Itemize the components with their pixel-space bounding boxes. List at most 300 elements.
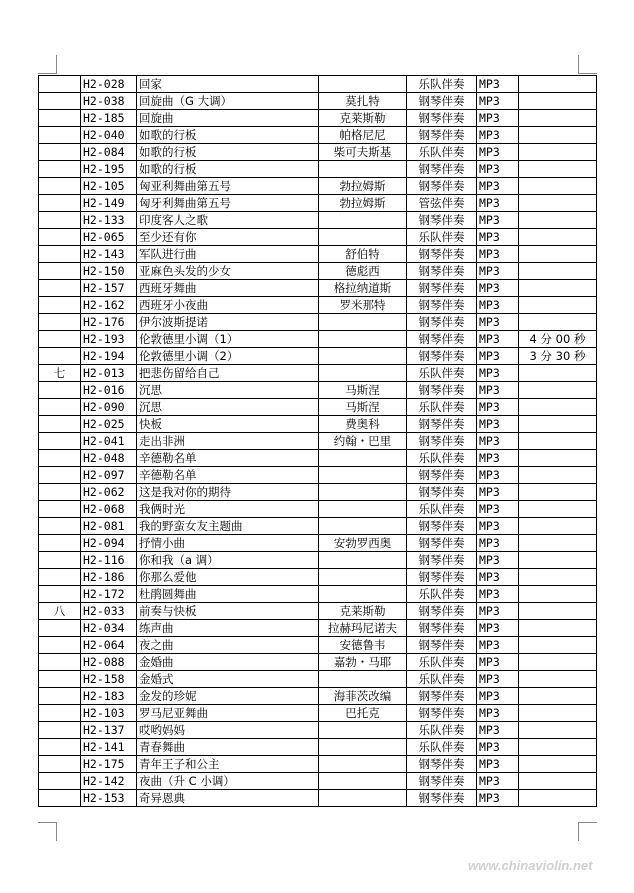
table-row bbox=[39, 637, 597, 654]
accompaniment-cell: 钢琴伴奏 bbox=[407, 484, 477, 501]
composer-cell: 拉赫玛尼诺夫 bbox=[319, 620, 407, 637]
format-cell: MP3 bbox=[477, 671, 519, 688]
format-cell: MP3 bbox=[477, 569, 519, 586]
section-cell bbox=[39, 195, 81, 212]
section-cell bbox=[39, 688, 81, 705]
table-row bbox=[39, 569, 597, 586]
title-cell: 军队进行曲 bbox=[137, 246, 319, 263]
section-cell bbox=[39, 620, 81, 637]
title-cell: 匈亚利舞曲第五号 bbox=[137, 178, 319, 195]
code-cell: H2-062 bbox=[81, 484, 137, 501]
table-row bbox=[39, 195, 597, 212]
title-cell: 杜鹃圆舞曲 bbox=[137, 586, 319, 603]
duration-cell bbox=[519, 280, 597, 297]
table-row bbox=[39, 76, 597, 93]
section-cell bbox=[39, 654, 81, 671]
code-cell: H2-162 bbox=[81, 297, 137, 314]
format-cell: MP3 bbox=[477, 110, 519, 127]
accompaniment-cell: 钢琴伴奏 bbox=[407, 297, 477, 314]
duration-cell bbox=[519, 654, 597, 671]
accompaniment-cell: 钢琴伴奏 bbox=[407, 212, 477, 229]
duration-cell: 4 分 00 秒 bbox=[519, 331, 597, 348]
code-cell: H2-094 bbox=[81, 535, 137, 552]
title-cell: 回旋曲（G 大调） bbox=[137, 93, 319, 110]
table-row bbox=[39, 127, 597, 144]
format-cell: MP3 bbox=[477, 688, 519, 705]
format-cell: MP3 bbox=[477, 246, 519, 263]
composer-cell bbox=[319, 586, 407, 603]
composer-cell bbox=[319, 671, 407, 688]
accompaniment-cell: 钢琴伴奏 bbox=[407, 246, 477, 263]
section-cell bbox=[39, 416, 81, 433]
code-cell: H2-172 bbox=[81, 586, 137, 603]
code-cell: H2-033 bbox=[81, 603, 137, 620]
code-cell: H2-065 bbox=[81, 229, 137, 246]
code-cell: H2-185 bbox=[81, 110, 137, 127]
composer-cell: 莫扎特 bbox=[319, 93, 407, 110]
composer-cell bbox=[319, 331, 407, 348]
composer-cell bbox=[319, 229, 407, 246]
table-body bbox=[39, 76, 597, 807]
title-cell: 印度客人之歌 bbox=[137, 212, 319, 229]
table-row bbox=[39, 110, 597, 127]
section-cell bbox=[39, 382, 81, 399]
code-cell: H2-195 bbox=[81, 161, 137, 178]
composer-cell: 罗米那特 bbox=[319, 297, 407, 314]
section-cell bbox=[39, 127, 81, 144]
format-cell: MP3 bbox=[477, 314, 519, 331]
table-row bbox=[39, 178, 597, 195]
table-row bbox=[39, 501, 597, 518]
composer-cell bbox=[319, 212, 407, 229]
table-row bbox=[39, 620, 597, 637]
composer-cell: 柴可夫斯基 bbox=[319, 144, 407, 161]
section-cell bbox=[39, 450, 81, 467]
section-cell bbox=[39, 263, 81, 280]
section-cell bbox=[39, 314, 81, 331]
format-cell: MP3 bbox=[477, 620, 519, 637]
composer-cell: 马斯涅 bbox=[319, 382, 407, 399]
code-cell: H2-016 bbox=[81, 382, 137, 399]
table-row bbox=[39, 297, 597, 314]
code-cell: H2-158 bbox=[81, 671, 137, 688]
code-cell: H2-157 bbox=[81, 280, 137, 297]
section-cell bbox=[39, 586, 81, 603]
code-cell: H2-090 bbox=[81, 399, 137, 416]
format-cell: MP3 bbox=[477, 722, 519, 739]
section-cell bbox=[39, 331, 81, 348]
duration-cell bbox=[519, 93, 597, 110]
section-cell bbox=[39, 722, 81, 739]
composer-cell: 勃拉姆斯 bbox=[319, 178, 407, 195]
format-cell: MP3 bbox=[477, 705, 519, 722]
crop-mark-top-left bbox=[38, 55, 57, 74]
section-cell bbox=[39, 790, 81, 807]
duration-cell bbox=[519, 110, 597, 127]
format-cell: MP3 bbox=[477, 484, 519, 501]
title-cell: 这是我对你的期待 bbox=[137, 484, 319, 501]
composer-cell: 费奥科 bbox=[319, 416, 407, 433]
duration-cell bbox=[519, 365, 597, 382]
code-cell: H2-143 bbox=[81, 246, 137, 263]
crop-mark-bottom-right bbox=[578, 822, 597, 841]
composer-cell bbox=[319, 552, 407, 569]
accompaniment-cell: 钢琴伴奏 bbox=[407, 331, 477, 348]
section-cell bbox=[39, 433, 81, 450]
composer-cell bbox=[319, 722, 407, 739]
format-cell: MP3 bbox=[477, 501, 519, 518]
duration-cell bbox=[519, 178, 597, 195]
table-row bbox=[39, 722, 597, 739]
format-cell: MP3 bbox=[477, 603, 519, 620]
format-cell: MP3 bbox=[477, 348, 519, 365]
duration-cell bbox=[519, 586, 597, 603]
accompaniment-cell: 钢琴伴奏 bbox=[407, 756, 477, 773]
accompaniment-cell: 乐队伴奏 bbox=[407, 229, 477, 246]
accompaniment-cell: 乐队伴奏 bbox=[407, 501, 477, 518]
code-cell: H2-038 bbox=[81, 93, 137, 110]
code-cell: H2-153 bbox=[81, 790, 137, 807]
composer-cell bbox=[319, 76, 407, 93]
code-cell: H2-116 bbox=[81, 552, 137, 569]
accompaniment-cell: 乐队伴奏 bbox=[407, 722, 477, 739]
duration-cell bbox=[519, 756, 597, 773]
accompaniment-cell: 钢琴伴奏 bbox=[407, 535, 477, 552]
accompaniment-cell: 钢琴伴奏 bbox=[407, 127, 477, 144]
table-row bbox=[39, 467, 597, 484]
section-cell bbox=[39, 93, 81, 110]
title-cell: 伊尔波斯提诺 bbox=[137, 314, 319, 331]
title-cell: 匈牙利舞曲第五号 bbox=[137, 195, 319, 212]
title-cell: 金发的珍妮 bbox=[137, 688, 319, 705]
duration-cell bbox=[519, 603, 597, 620]
duration-cell bbox=[519, 161, 597, 178]
composer-cell: 德彪西 bbox=[319, 263, 407, 280]
code-cell: H2-034 bbox=[81, 620, 137, 637]
composer-cell bbox=[319, 161, 407, 178]
table-row bbox=[39, 739, 597, 756]
title-cell: 走出非洲 bbox=[137, 433, 319, 450]
section-cell bbox=[39, 348, 81, 365]
code-cell: H2-068 bbox=[81, 501, 137, 518]
duration-cell bbox=[519, 484, 597, 501]
section-cell bbox=[39, 501, 81, 518]
section-cell bbox=[39, 161, 81, 178]
section-cell bbox=[39, 569, 81, 586]
table-row bbox=[39, 654, 597, 671]
format-cell: MP3 bbox=[477, 93, 519, 110]
composer-cell: 克莱斯勒 bbox=[319, 603, 407, 620]
composer-cell bbox=[319, 790, 407, 807]
table-row bbox=[39, 229, 597, 246]
table-row bbox=[39, 756, 597, 773]
title-cell: 如歌的行板 bbox=[137, 161, 319, 178]
title-cell: 我的野蛮女友主题曲 bbox=[137, 518, 319, 535]
table-row bbox=[39, 280, 597, 297]
title-cell: 你那么爱他 bbox=[137, 569, 319, 586]
section-cell bbox=[39, 178, 81, 195]
title-cell: 罗马尼亚舞曲 bbox=[137, 705, 319, 722]
format-cell: MP3 bbox=[477, 637, 519, 654]
composer-cell bbox=[319, 739, 407, 756]
composer-cell: 舒伯特 bbox=[319, 246, 407, 263]
format-cell: MP3 bbox=[477, 756, 519, 773]
table-row bbox=[39, 144, 597, 161]
accompaniment-cell: 钢琴伴奏 bbox=[407, 110, 477, 127]
accompaniment-cell: 乐队伴奏 bbox=[407, 144, 477, 161]
accompaniment-cell: 钢琴伴奏 bbox=[407, 773, 477, 790]
format-cell: MP3 bbox=[477, 331, 519, 348]
code-cell: H2-088 bbox=[81, 654, 137, 671]
section-cell bbox=[39, 705, 81, 722]
accompaniment-cell: 钢琴伴奏 bbox=[407, 433, 477, 450]
code-cell: H2-084 bbox=[81, 144, 137, 161]
composer-cell: 约翰・巴里 bbox=[319, 433, 407, 450]
section-cell bbox=[39, 637, 81, 654]
code-cell: H2-028 bbox=[81, 76, 137, 93]
format-cell: MP3 bbox=[477, 790, 519, 807]
format-cell: MP3 bbox=[477, 144, 519, 161]
code-cell: H2-025 bbox=[81, 416, 137, 433]
accompaniment-cell: 钢琴伴奏 bbox=[407, 161, 477, 178]
accompaniment-cell: 钢琴伴奏 bbox=[407, 178, 477, 195]
duration-cell bbox=[519, 450, 597, 467]
accompaniment-cell: 钢琴伴奏 bbox=[407, 637, 477, 654]
composer-cell bbox=[319, 773, 407, 790]
duration-cell bbox=[519, 773, 597, 790]
composer-cell bbox=[319, 450, 407, 467]
composer-cell bbox=[319, 314, 407, 331]
composer-cell bbox=[319, 518, 407, 535]
duration-cell: 3 分 30 秒 bbox=[519, 348, 597, 365]
format-cell: MP3 bbox=[477, 76, 519, 93]
title-cell: 快板 bbox=[137, 416, 319, 433]
duration-cell bbox=[519, 382, 597, 399]
title-cell: 把悲伤留给自己 bbox=[137, 365, 319, 382]
format-cell: MP3 bbox=[477, 739, 519, 756]
duration-cell bbox=[519, 518, 597, 535]
composer-cell: 嘉勃・马耶 bbox=[319, 654, 407, 671]
format-cell: MP3 bbox=[477, 127, 519, 144]
duration-cell bbox=[519, 705, 597, 722]
section-cell bbox=[39, 399, 81, 416]
title-cell: 奇异恩典 bbox=[137, 790, 319, 807]
section-cell bbox=[39, 144, 81, 161]
format-cell: MP3 bbox=[477, 416, 519, 433]
duration-cell bbox=[519, 790, 597, 807]
code-cell: H2-193 bbox=[81, 331, 137, 348]
format-cell: MP3 bbox=[477, 433, 519, 450]
format-cell: MP3 bbox=[477, 212, 519, 229]
composer-cell bbox=[319, 756, 407, 773]
accompaniment-cell: 乐队伴奏 bbox=[407, 365, 477, 382]
duration-cell bbox=[519, 739, 597, 756]
format-cell: MP3 bbox=[477, 399, 519, 416]
code-cell: H2-097 bbox=[81, 467, 137, 484]
duration-cell bbox=[519, 297, 597, 314]
table-row bbox=[39, 263, 597, 280]
code-cell: H2-041 bbox=[81, 433, 137, 450]
title-cell: 辛德勒名单 bbox=[137, 450, 319, 467]
title-cell: 金婚曲 bbox=[137, 654, 319, 671]
accompaniment-cell: 钢琴伴奏 bbox=[407, 93, 477, 110]
format-cell: MP3 bbox=[477, 161, 519, 178]
duration-cell bbox=[519, 399, 597, 416]
accompaniment-cell: 乐队伴奏 bbox=[407, 671, 477, 688]
format-cell: MP3 bbox=[477, 178, 519, 195]
code-cell: H2-081 bbox=[81, 518, 137, 535]
code-cell: H2-142 bbox=[81, 773, 137, 790]
table-row bbox=[39, 790, 597, 807]
composer-cell bbox=[319, 569, 407, 586]
accompaniment-cell: 钢琴伴奏 bbox=[407, 348, 477, 365]
section-cell: 八 bbox=[39, 603, 81, 620]
table-row bbox=[39, 688, 597, 705]
composer-cell: 勃拉姆斯 bbox=[319, 195, 407, 212]
accompaniment-cell: 钢琴伴奏 bbox=[407, 518, 477, 535]
title-cell: 你和我（a 调） bbox=[137, 552, 319, 569]
duration-cell bbox=[519, 433, 597, 450]
title-cell: 亚麻色头发的少女 bbox=[137, 263, 319, 280]
format-cell: MP3 bbox=[477, 535, 519, 552]
accompaniment-cell: 钢琴伴奏 bbox=[407, 382, 477, 399]
accompaniment-cell: 钢琴伴奏 bbox=[407, 688, 477, 705]
composer-cell: 帕格尼尼 bbox=[319, 127, 407, 144]
title-cell: 如歌的行板 bbox=[137, 127, 319, 144]
format-cell: MP3 bbox=[477, 518, 519, 535]
table-row bbox=[39, 535, 597, 552]
title-cell: 如歌的行板 bbox=[137, 144, 319, 161]
table-row bbox=[39, 348, 597, 365]
table-row bbox=[39, 518, 597, 535]
format-cell: MP3 bbox=[477, 365, 519, 382]
title-cell: 青年王子和公主 bbox=[137, 756, 319, 773]
accompaniment-cell: 钢琴伴奏 bbox=[407, 467, 477, 484]
composer-cell: 克莱斯勒 bbox=[319, 110, 407, 127]
section-cell bbox=[39, 756, 81, 773]
accompaniment-cell: 乐队伴奏 bbox=[407, 450, 477, 467]
title-cell: 沉思 bbox=[137, 399, 319, 416]
duration-cell bbox=[519, 246, 597, 263]
duration-cell bbox=[519, 535, 597, 552]
section-cell bbox=[39, 535, 81, 552]
title-cell: 哎哟妈妈 bbox=[137, 722, 319, 739]
format-cell: MP3 bbox=[477, 297, 519, 314]
title-cell: 夜之曲 bbox=[137, 637, 319, 654]
code-cell: H2-186 bbox=[81, 569, 137, 586]
section-cell bbox=[39, 467, 81, 484]
code-cell: H2-150 bbox=[81, 263, 137, 280]
section-cell bbox=[39, 484, 81, 501]
section-cell: 七 bbox=[39, 365, 81, 382]
title-cell: 回旋曲 bbox=[137, 110, 319, 127]
table-row bbox=[39, 161, 597, 178]
table-row bbox=[39, 773, 597, 790]
format-cell: MP3 bbox=[477, 280, 519, 297]
code-cell: H2-048 bbox=[81, 450, 137, 467]
composer-cell bbox=[319, 467, 407, 484]
duration-cell bbox=[519, 552, 597, 569]
format-cell: MP3 bbox=[477, 195, 519, 212]
accompaniment-cell: 乐队伴奏 bbox=[407, 739, 477, 756]
code-cell: H2-040 bbox=[81, 127, 137, 144]
accompaniment-cell: 钢琴伴奏 bbox=[407, 569, 477, 586]
format-cell: MP3 bbox=[477, 450, 519, 467]
code-cell: H2-176 bbox=[81, 314, 137, 331]
accompaniment-cell: 钢琴伴奏 bbox=[407, 790, 477, 807]
composer-cell: 巴托克 bbox=[319, 705, 407, 722]
composer-cell bbox=[319, 365, 407, 382]
composer-cell: 格拉纳道斯 bbox=[319, 280, 407, 297]
composer-cell: 海菲茨改编 bbox=[319, 688, 407, 705]
section-cell bbox=[39, 297, 81, 314]
table-row bbox=[39, 93, 597, 110]
accompaniment-cell: 钢琴伴奏 bbox=[407, 705, 477, 722]
composer-cell bbox=[319, 348, 407, 365]
duration-cell bbox=[519, 569, 597, 586]
accompaniment-cell: 钢琴伴奏 bbox=[407, 263, 477, 280]
crop-mark-bottom-left bbox=[38, 822, 57, 841]
duration-cell bbox=[519, 416, 597, 433]
title-cell: 抒情小曲 bbox=[137, 535, 319, 552]
accompaniment-cell: 管弦伴奏 bbox=[407, 195, 477, 212]
table-row bbox=[39, 365, 597, 382]
accompaniment-cell: 乐队伴奏 bbox=[407, 586, 477, 603]
format-cell: MP3 bbox=[477, 552, 519, 569]
code-cell: H2-105 bbox=[81, 178, 137, 195]
duration-cell bbox=[519, 229, 597, 246]
duration-cell bbox=[519, 314, 597, 331]
code-cell: H2-141 bbox=[81, 739, 137, 756]
composer-cell: 安勃罗西奥 bbox=[319, 535, 407, 552]
title-cell: 伦敦德里小调（2） bbox=[137, 348, 319, 365]
format-cell: MP3 bbox=[477, 263, 519, 280]
section-cell bbox=[39, 552, 81, 569]
format-cell: MP3 bbox=[477, 773, 519, 790]
title-cell: 我俩时光 bbox=[137, 501, 319, 518]
code-cell: H2-103 bbox=[81, 705, 137, 722]
accompaniment-cell: 乐队伴奏 bbox=[407, 76, 477, 93]
table-row bbox=[39, 705, 597, 722]
section-cell bbox=[39, 739, 81, 756]
duration-cell bbox=[519, 620, 597, 637]
table-row bbox=[39, 603, 597, 620]
title-cell: 辛德勒名单 bbox=[137, 467, 319, 484]
duration-cell bbox=[519, 263, 597, 280]
duration-cell bbox=[519, 467, 597, 484]
format-cell: MP3 bbox=[477, 467, 519, 484]
duration-cell bbox=[519, 722, 597, 739]
code-cell: H2-175 bbox=[81, 756, 137, 773]
accompaniment-cell: 钢琴伴奏 bbox=[407, 416, 477, 433]
section-cell bbox=[39, 246, 81, 263]
code-cell: H2-137 bbox=[81, 722, 137, 739]
table-row bbox=[39, 212, 597, 229]
title-cell: 沉思 bbox=[137, 382, 319, 399]
table-row bbox=[39, 416, 597, 433]
code-cell: H2-194 bbox=[81, 348, 137, 365]
table-row bbox=[39, 399, 597, 416]
table-row bbox=[39, 671, 597, 688]
section-cell bbox=[39, 671, 81, 688]
table-row bbox=[39, 382, 597, 399]
title-cell: 至少还有你 bbox=[137, 229, 319, 246]
code-cell: H2-013 bbox=[81, 365, 137, 382]
title-cell: 回家 bbox=[137, 76, 319, 93]
section-cell bbox=[39, 280, 81, 297]
format-cell: MP3 bbox=[477, 382, 519, 399]
table-row bbox=[39, 484, 597, 501]
